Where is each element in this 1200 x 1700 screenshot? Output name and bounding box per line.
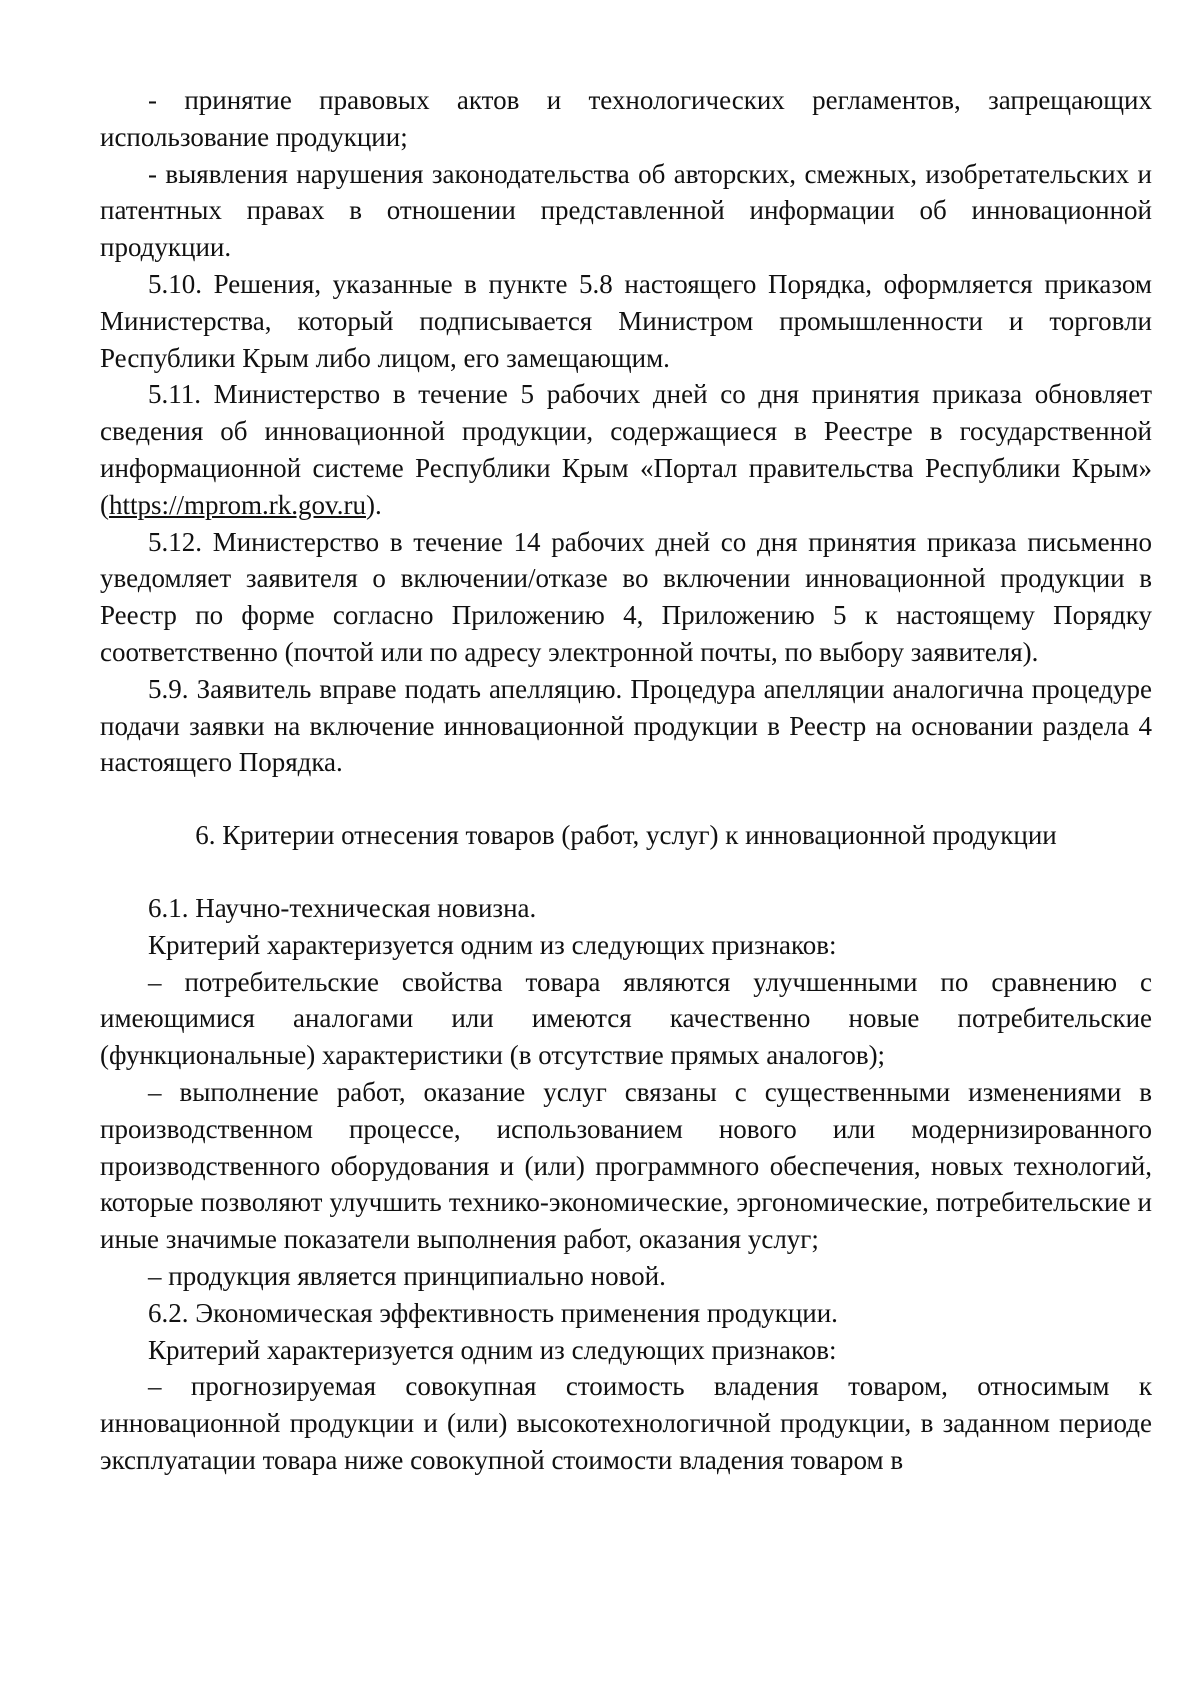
paragraph-5-11-text: 5.11. Министерство в течение 5 рабочих дней со дня принятия приказа обновляет сведения об инновационной продукции, содержащиеся в Реестре в государственной информационной системе Республики Крым «Портал правительства Республики Крым» (: [100, 379, 1152, 520]
document-page: [100, 82, 1152, 1479]
paragraph-6-2: 6.2. Экономическая эффективность применения продукции.: [148, 1297, 838, 1328]
paragraph-5-9: 5.9. Заявитель вправе подать апелляцию. Процедура апелляции аналогична процедуре подачи заявки на включение инновационной продукции в Реестр на основании раздела 4 настоящего Порядка.: [100, 673, 1152, 778]
portal-link[interactable]: https://mprom.rk.gov.ru: [109, 489, 366, 520]
paragraph-works-services: – выполнение работ, оказание услуг связаны с существенными изменениями в производственном процессе, использованием нового или модернизированного производственного оборудования и (или) программного обеспечения, новых технологий, которые позволяют улучшить технико-экономические, эргономические, потребительские и иные значимые показатели выполнения работ, оказания услуг;: [100, 1076, 1152, 1255]
paragraph-new-product: – продукция является принципиально новой.: [148, 1260, 666, 1291]
paragraph-5-10: 5.10. Решения, указанные в пункте 5.8 настоящего Порядка, оформляется приказом Министерства, который подписывается Министром промышленности и торговли Республики Крым либо лицом, его замещающим.: [100, 268, 1152, 373]
paragraph-ban-acts: - принятие правовых актов и технологических регламентов, запрещающих использование продукции;: [100, 85, 1152, 152]
paragraph-consumer-properties: – потребительские свойства товара являются улучшенными по сравнению с имеющимися аналогами или имеются качественно новые потребительские (функциональные) характеристики (в отсутствие прямых аналогов);: [100, 966, 1152, 1071]
paragraph-5-12: 5.12. Министерство в течение 14 рабочих дней со дня принятия приказа письменно уведомляет заявителя о включении/отказе во включении инновационной продукции в Реестр по форме согласно Приложению 4, Приложению 5 к настоящему Порядку соответственно (почтой или по адресу электронной почты, по выбору заявителя).: [100, 526, 1152, 667]
paragraph-criterion-intro-1: Критерий характеризуется одним из следующих признаков:: [148, 929, 837, 960]
paragraph-criterion-intro-2: Критерий характеризуется одним из следующих признаков:: [148, 1334, 837, 1365]
section-6-heading: 6. Критерии отнесения товаров (работ, услуг) к инновационной продукции: [195, 820, 1057, 851]
paragraph-5-11-end: ).: [366, 489, 382, 520]
paragraph-5-11: [100, 376, 1152, 523]
paragraph-6-1: 6.1. Научно-техническая новизна.: [148, 892, 537, 923]
paragraph-ownership-cost: – прогнозируемая совокупная стоимость владения товаром, относимым к инновационной продукции и (или) высокотехнологичной продукции, в заданном периоде эксплуатации товара ниже совокупной стоимости владения товаром в: [100, 1371, 1152, 1475]
paragraph-violations: - выявления нарушения законодательства об авторских, смежных, изобретательских и патентных правах в отношении представленной информации об инновационной продукции.: [100, 158, 1152, 263]
